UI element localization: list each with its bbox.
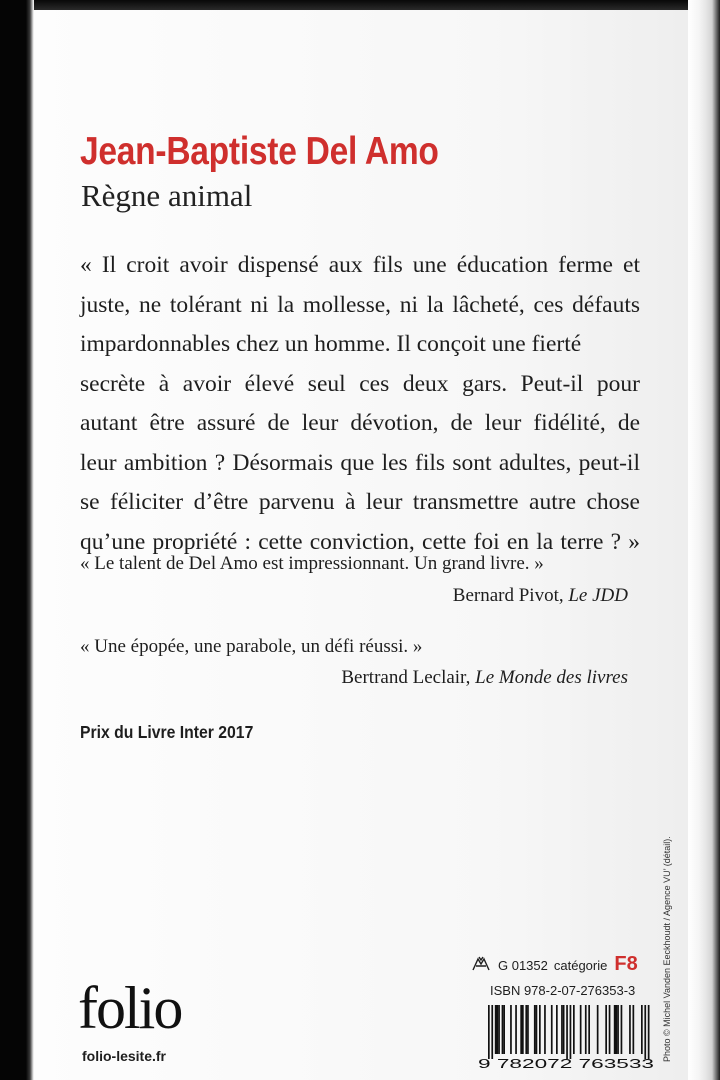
reviewer-name: Bertrand Leclair, [341,667,476,688]
category-value: F8 [614,953,638,975]
barcode-bar [536,1005,538,1054]
blurb [80,246,640,562]
catalog-line [470,953,638,976]
blurb-line: leur ambition ? Désormais que les fils sont adultes, peut-il [80,449,640,476]
barcode-bar [510,1005,512,1054]
book-title: Règne animal [81,178,253,213]
barcode-bar [609,1005,611,1054]
barcode-bars [488,1005,650,1059]
blurb-line: juste, ne tolérant ni la mollesse, ni la lâcheté, ces défauts [80,291,640,318]
blurb-line: autant être assuré de leur dévotion, de leur fidélité, de [80,410,640,436]
barcode-bar [544,1005,546,1054]
barcode-bar [497,1005,499,1054]
barcode-bar [641,1005,643,1054]
barcode-bar [551,1005,553,1054]
catalog-code: G 01352 [498,958,548,973]
barcode-bar [561,1005,563,1054]
barcode-bar [502,1005,504,1054]
author-name: Jean-Baptiste Del Amo [80,130,439,173]
spine-edge [688,0,720,1080]
blurb-line: impardonnables chez un homme. Il conçoit une fierté [80,331,582,357]
barcode-bar [495,1005,497,1054]
isbn: ISBN 978-2-07-276353-3 [490,983,636,998]
barcode-bar [556,1005,558,1054]
isbn-barcode [478,1005,656,1070]
barcode-bar [522,1005,524,1054]
barcode-bar [488,1005,490,1059]
barcode-bar [491,1005,493,1059]
barcode-bar [570,1005,572,1059]
barcode-bar [621,1005,623,1054]
barcode-bar [580,1005,582,1054]
barcode-bar [520,1005,522,1054]
blurb-line: se féliciter d’être parvenu à leur transmettre autre chose [80,489,640,515]
folio-logo: folio [78,975,182,1041]
barcode-bar [614,1005,616,1054]
review-attribution [453,585,628,607]
review-quote: « Le talent de Del Amo est impressionnant. Un grand livre. » [80,553,544,574]
barcode-bar [644,1005,646,1059]
review-quote: « Une épopée, une parabole, un défi réussi. » [80,636,423,657]
barcode-bar [563,1005,565,1054]
barcode-bar [525,1005,527,1054]
barcode-bar [566,1005,568,1059]
barcode-bar [588,1005,590,1054]
barcode-bar [616,1005,618,1054]
blurb-line: secrète à avoir élevé seul ces deux gars. Peut-il pour [80,370,640,397]
category-label: catégorie [553,958,608,973]
barcode-bar [503,1005,505,1054]
review-source: Le JDD [568,585,628,606]
barcode-bar [605,1005,607,1054]
barcode-bar [633,1005,635,1054]
top-edge [0,0,720,10]
barcode-bar [539,1005,541,1054]
reviewer-name: Bernard Pivot, [452,585,569,606]
barcode-bar [527,1005,529,1054]
barcode-bar [515,1005,517,1054]
barcode-bar [573,1005,575,1054]
left-edge [0,0,34,1080]
photo-credit: Photo © Michel Vanden Eeckhoudt / Agence VU’ (détail). [662,836,672,1062]
barcode-digits: 9 782072 763533 [478,1057,655,1070]
blurb-line: qu’une propriété : cette conviction, cette foi en la terre ? » [80,528,640,555]
barcode-bar [648,1005,650,1059]
gallimard-publisher-icon [470,955,492,973]
publisher-website: folio-lesite.fr [82,1048,167,1064]
prize-award: Prix du Livre Inter 2017 [80,722,254,742]
review-attribution [341,667,628,689]
barcode-bar [597,1005,599,1054]
barcode-bar [629,1005,631,1054]
barcode-bar [617,1005,619,1054]
barcode-bar [534,1005,536,1054]
review-source: Le Monde des livres [475,667,628,688]
blurb-line: « Il croit avoir dispensé aux fils une éducation ferme et [80,252,640,278]
barcode-bar [585,1005,587,1054]
barcode-bar [498,1005,500,1054]
